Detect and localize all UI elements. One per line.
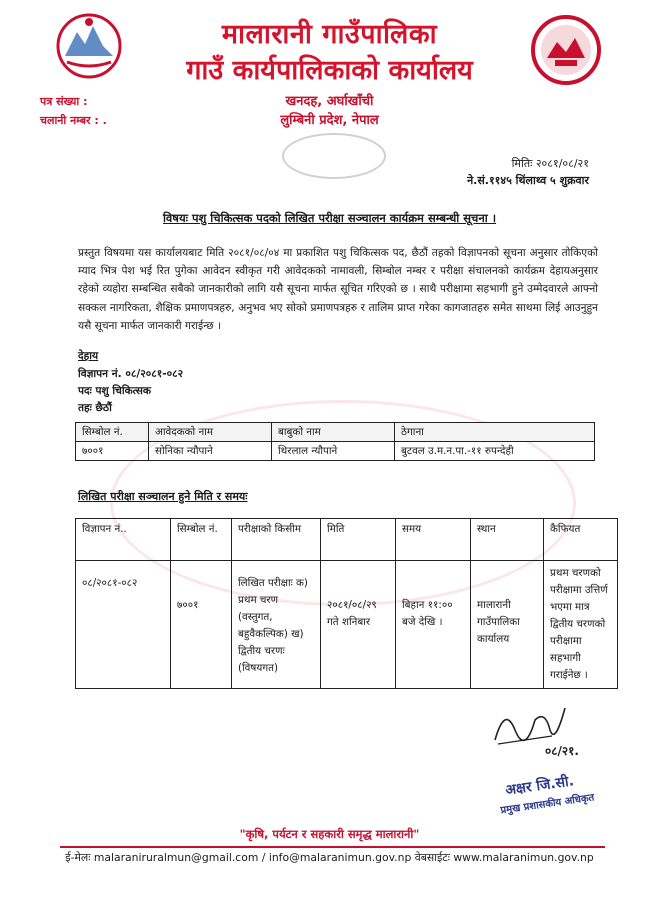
official-stamp [282,133,386,179]
signatory-title-stamp: प्रमुख प्रशासकीय अधिकृत [499,792,595,817]
col-place-header: स्थान [471,519,544,561]
advertisement-number: विज्ञापन नं. ०८/२०८१-०८२ [78,368,184,380]
col-advertisement-header: विज्ञापन नं.. [76,519,171,561]
father-name-cell: थिरलाल न्यौपाने [272,442,395,461]
symbol-number-cell: ७००१ [76,442,149,461]
remarks-cell: प्रथम चरणको परीक्षामा उत्तिर्ण भएमा मात्र द्वितीय चरणको परीक्षामा सहभागी गराईनेछ । [544,561,618,689]
exam-date-cell: २०८१/०८/२९ गते शनिबार [321,561,396,689]
address-cell: बुटवल उ.म.न.पा.-११ रुपन्देही [395,442,595,461]
col-exam-type-header: परीक्षाको किसीम [232,519,321,561]
details-heading: देहाय [78,350,99,362]
letter-date: मितिः २०८१/०८/२१ [511,157,589,170]
address-line2: लुम्बिनी प्रदेश, नेपाल [280,113,379,128]
signature-date: ०८/२१. [545,744,579,758]
applicant-table-header [76,423,595,442]
applicant-table [75,422,595,461]
footer-motto: "कृषि, पर्यटन र सहकारी समृद्ध मालारानी" [239,827,420,841]
signatory-name-stamp: अक्षर जि.सी. [504,773,575,799]
col-time-header: समय [396,519,471,561]
col-father-header: बाबुको नाम [272,423,395,442]
reference-number-label: पत्र संख्या : [40,95,88,108]
notice-body: प्रस्तुत विषयमा यस कार्यालयबाट मिति २०८१/०८/०४ मा प्रकाशित पशु चिकित्सक पद, छैठौं तहको विज्ञापनको सूचना अनुसार तोकिएको म्याद भित्र पेश भई रित पुगेका आवेदन स्वीकृत गरी आवेदकको नामावली, सिम्बोल नम्बर र परीक्षा संचालनको कार्यक्रम देहायअनुसार रहेको व्यहोरा सम्बन्धित सबैको जानकारीको लागि यसै सूचना मार्फत सूचित गरिएको छ । साथै परीक्षामा सहभागी हुने उम्मेदवारले आफ्नो सक्कल नागरिकता, शैक्षिक प्रमाणपत्रहरु, अनुभव भए सोको प्रमाणपत्रहरु र तालिम प्राप्त गरेका कागजातहरु समेत साथमा लिई आउनुहुन यसै सूचना मार्फत जानकारी गराईन्छ । [78,247,598,332]
footer-contact: ई-मेलः malaraniruralmun@gmail.com / info@malaranimun.gov.np वेबसाईटः www.malaranimun.gov.np [65,851,594,864]
advertisement-cell: ०८/२०८१-०८२ [76,561,171,689]
table-row [76,561,618,689]
exam-type-cell: लिखित परीक्षाः क) प्रथम चरण (वस्तुगत, बहुवैकल्पिक) ख) द्वितीय चरणः (विषयगत) [232,561,321,689]
col-date-header: मिति [321,519,396,561]
exam-schedule-table [75,518,618,689]
dispatch-number-label: चलानी नम्बर : . [40,114,107,127]
col-address-header: ठेगाना [395,423,595,442]
post-level: तहः छैठौं [78,402,112,414]
exam-place-cell: मालारानी गाउँपालिका कार्यालय [471,561,544,689]
schedule-title: लिखित परीक्षा सञ्चालन हुने मिति र समयः [78,490,248,503]
post-name: पदः पशु चिकित्सक [78,385,152,397]
symbol-cell: ७००१ [171,561,232,689]
col-symbol-header: सिम्बोल नं. [76,423,149,442]
office-name-line2: गाउँ कार्यपालिकाको कार्यालय [186,55,473,86]
office-name-line1: मालारानी गाउँपालिका [221,19,438,50]
table-row [76,442,595,461]
col-applicant-header: आवेदककाे नाम [149,423,272,442]
exam-time-cell: बिहान ११:०० बजे देखि । [396,561,471,689]
footer-divider [60,846,605,848]
nepal-sambat-date: ने.सं.११४५ थिंलाथ्व ५ शुक्रवार [467,174,589,187]
col-remarks-header: कैफियत [544,519,618,561]
schedule-table-header [76,519,618,561]
applicant-name-cell: सोनिका न्यौपाने [149,442,272,461]
notice-subject: विषयः पशु चिकित्सक पदको लिखित परीक्षा सञ्चालन कार्यक्रम सम्बन्धी सूचना । [162,211,497,225]
col-symbol-header: सिम्बोल नं. [171,519,232,561]
address-line1: खनदह, अर्घाखाँची [285,94,374,109]
